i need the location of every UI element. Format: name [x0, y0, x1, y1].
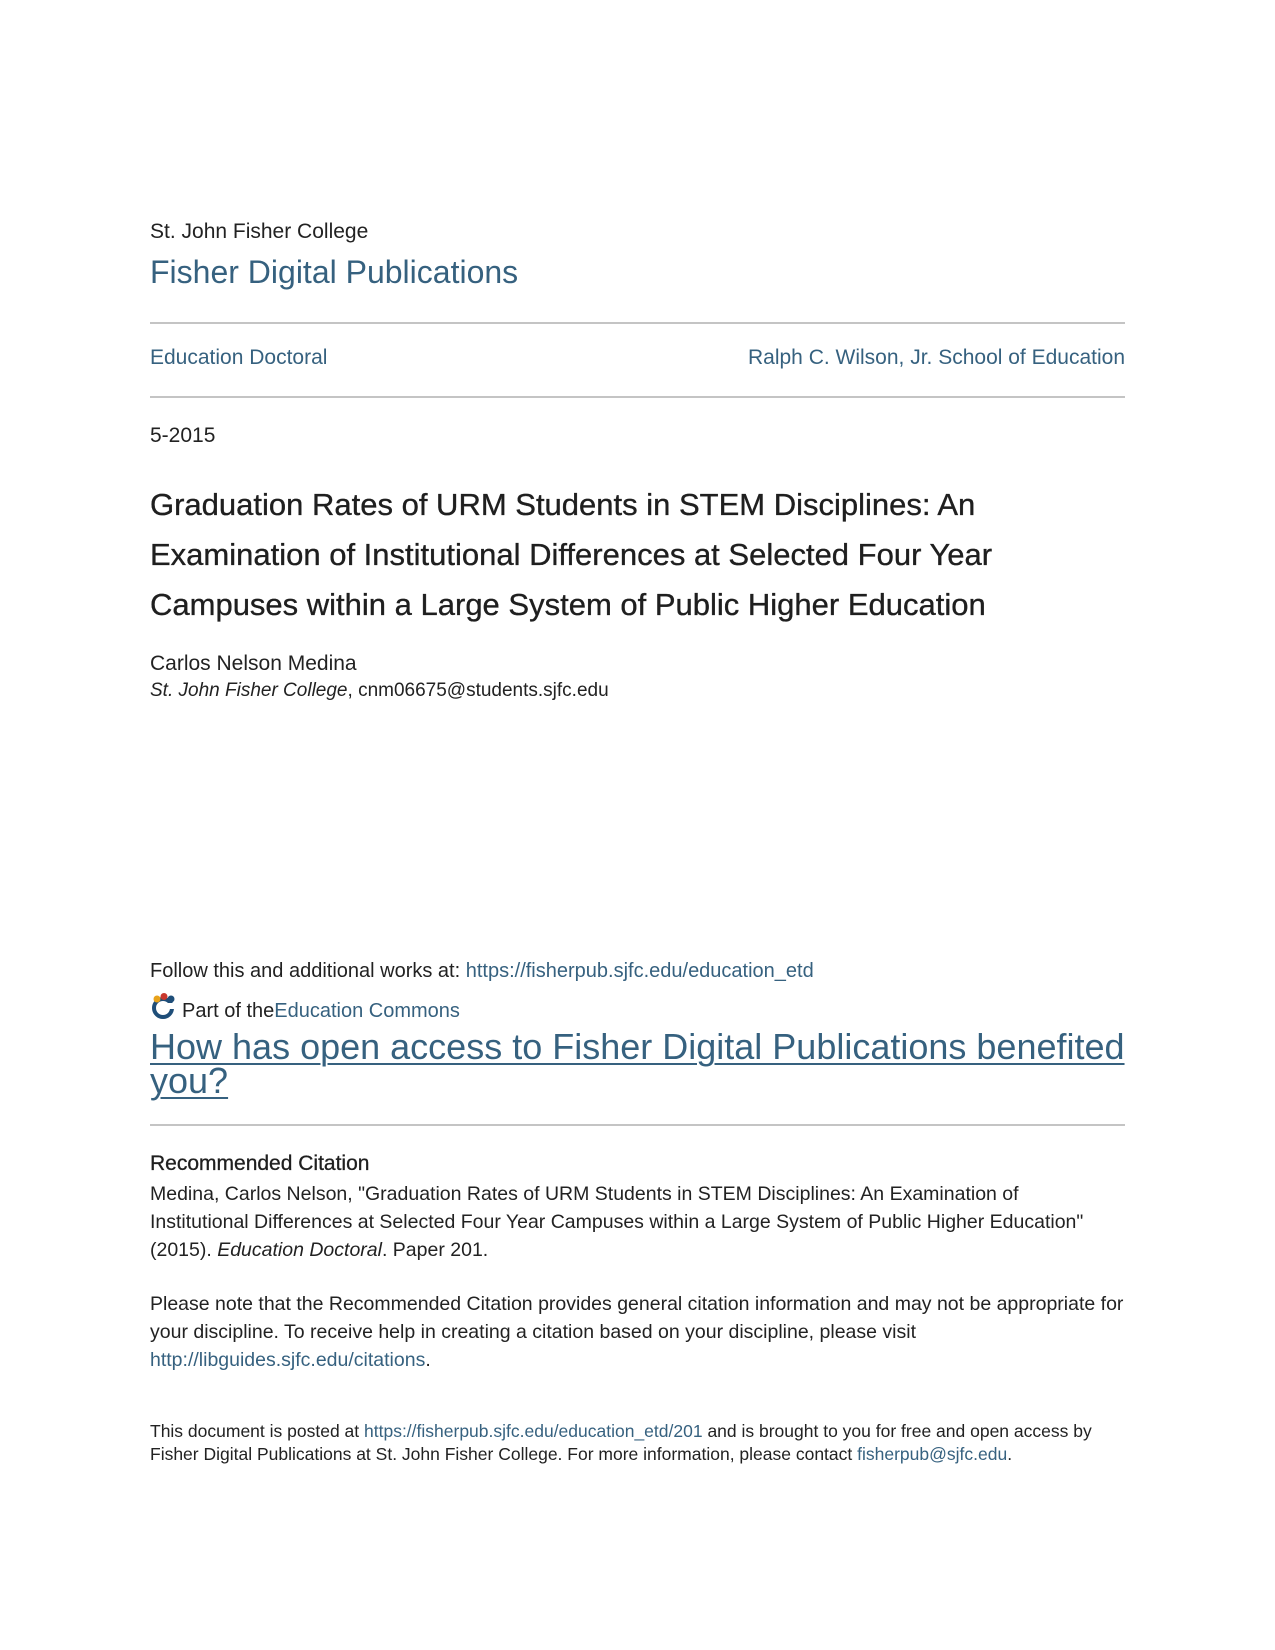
citation-main: Medina, Carlos Nelson, "Graduation Rates of URM Students in STEM Disciplines: An Examination of Institutional Differences at Selected Four Year Campuses within a Large System of Public Higher Education" (2015). — [150, 1183, 1084, 1261]
divider-top — [150, 322, 1125, 324]
posting-statement — [150, 1420, 1110, 1466]
divider-nav — [150, 396, 1125, 398]
citation-note-text: Please note that the Recommended Citation provides general citation information and may not be appropriate for your discipline. To receive help in creating a citation based on your discipline, please visit — [150, 1293, 1124, 1343]
repository-title-link[interactable]: Fisher Digital Publications — [150, 254, 519, 290]
education-commons-link[interactable]: Education Commons — [274, 1000, 460, 1022]
citation-series: Education Doctoral — [217, 1239, 382, 1261]
document-url-link[interactable]: https://fisherpub.sjfc.edu/education_etd/201 — [364, 1421, 703, 1441]
follow-line — [150, 960, 814, 983]
affiliation-institution: St. John Fisher College — [150, 680, 348, 701]
posted-text-before: This document is posted at — [150, 1421, 364, 1441]
part-of-line — [150, 995, 460, 1023]
libguides-link[interactable]: http://libguides.sjfc.edu/citations — [150, 1349, 426, 1371]
series-link[interactable]: Education Doctoral — [150, 346, 328, 369]
publication-date: 5-2015 — [150, 424, 216, 447]
citation-note-end: . — [425, 1349, 431, 1371]
citation-note — [150, 1290, 1125, 1374]
divider-citation — [150, 1124, 1125, 1126]
document-title: Graduation Rates of URM Students in STEM Disciplines: An Examination of Institutional Differences at Selected Four Year Campuses within a Large System of Public Higher Education — [150, 487, 993, 622]
network-commons-icon — [150, 993, 178, 1021]
citation-text — [150, 1180, 1100, 1264]
author-name: Carlos Nelson Medina — [150, 652, 357, 675]
author-email: cnm06675@students.sjfc.edu — [358, 680, 609, 701]
author-affiliation — [150, 680, 609, 702]
school-link[interactable]: Ralph C. Wilson, Jr. School of Education — [747, 346, 1125, 369]
follow-url-link[interactable]: https://fisherpub.sjfc.edu/education_etd — [465, 960, 814, 982]
follow-label: Follow this and additional works at: — [150, 960, 466, 982]
posted-end: . — [1007, 1444, 1013, 1464]
recommended-citation-heading: Recommended Citation — [150, 1152, 370, 1175]
citation-paper: . Paper 201. — [381, 1239, 489, 1261]
cover-page — [150, 0, 1125, 1650]
part-of-label: Part of the — [182, 1000, 275, 1022]
open-access-feedback-link[interactable]: How has open access to Fisher Digital Publications benefited you? — [150, 1026, 1125, 1101]
institution-name: St. John Fisher College — [150, 220, 369, 243]
contact-email-link[interactable]: fisherpub@sjfc.edu — [857, 1444, 1008, 1464]
affiliation-separator: , — [347, 680, 359, 701]
posted-text-middle: and is brought to you for free and open access by Fisher Digital Publications at St. John Fisher College. For more information, please contact — [150, 1421, 1092, 1464]
